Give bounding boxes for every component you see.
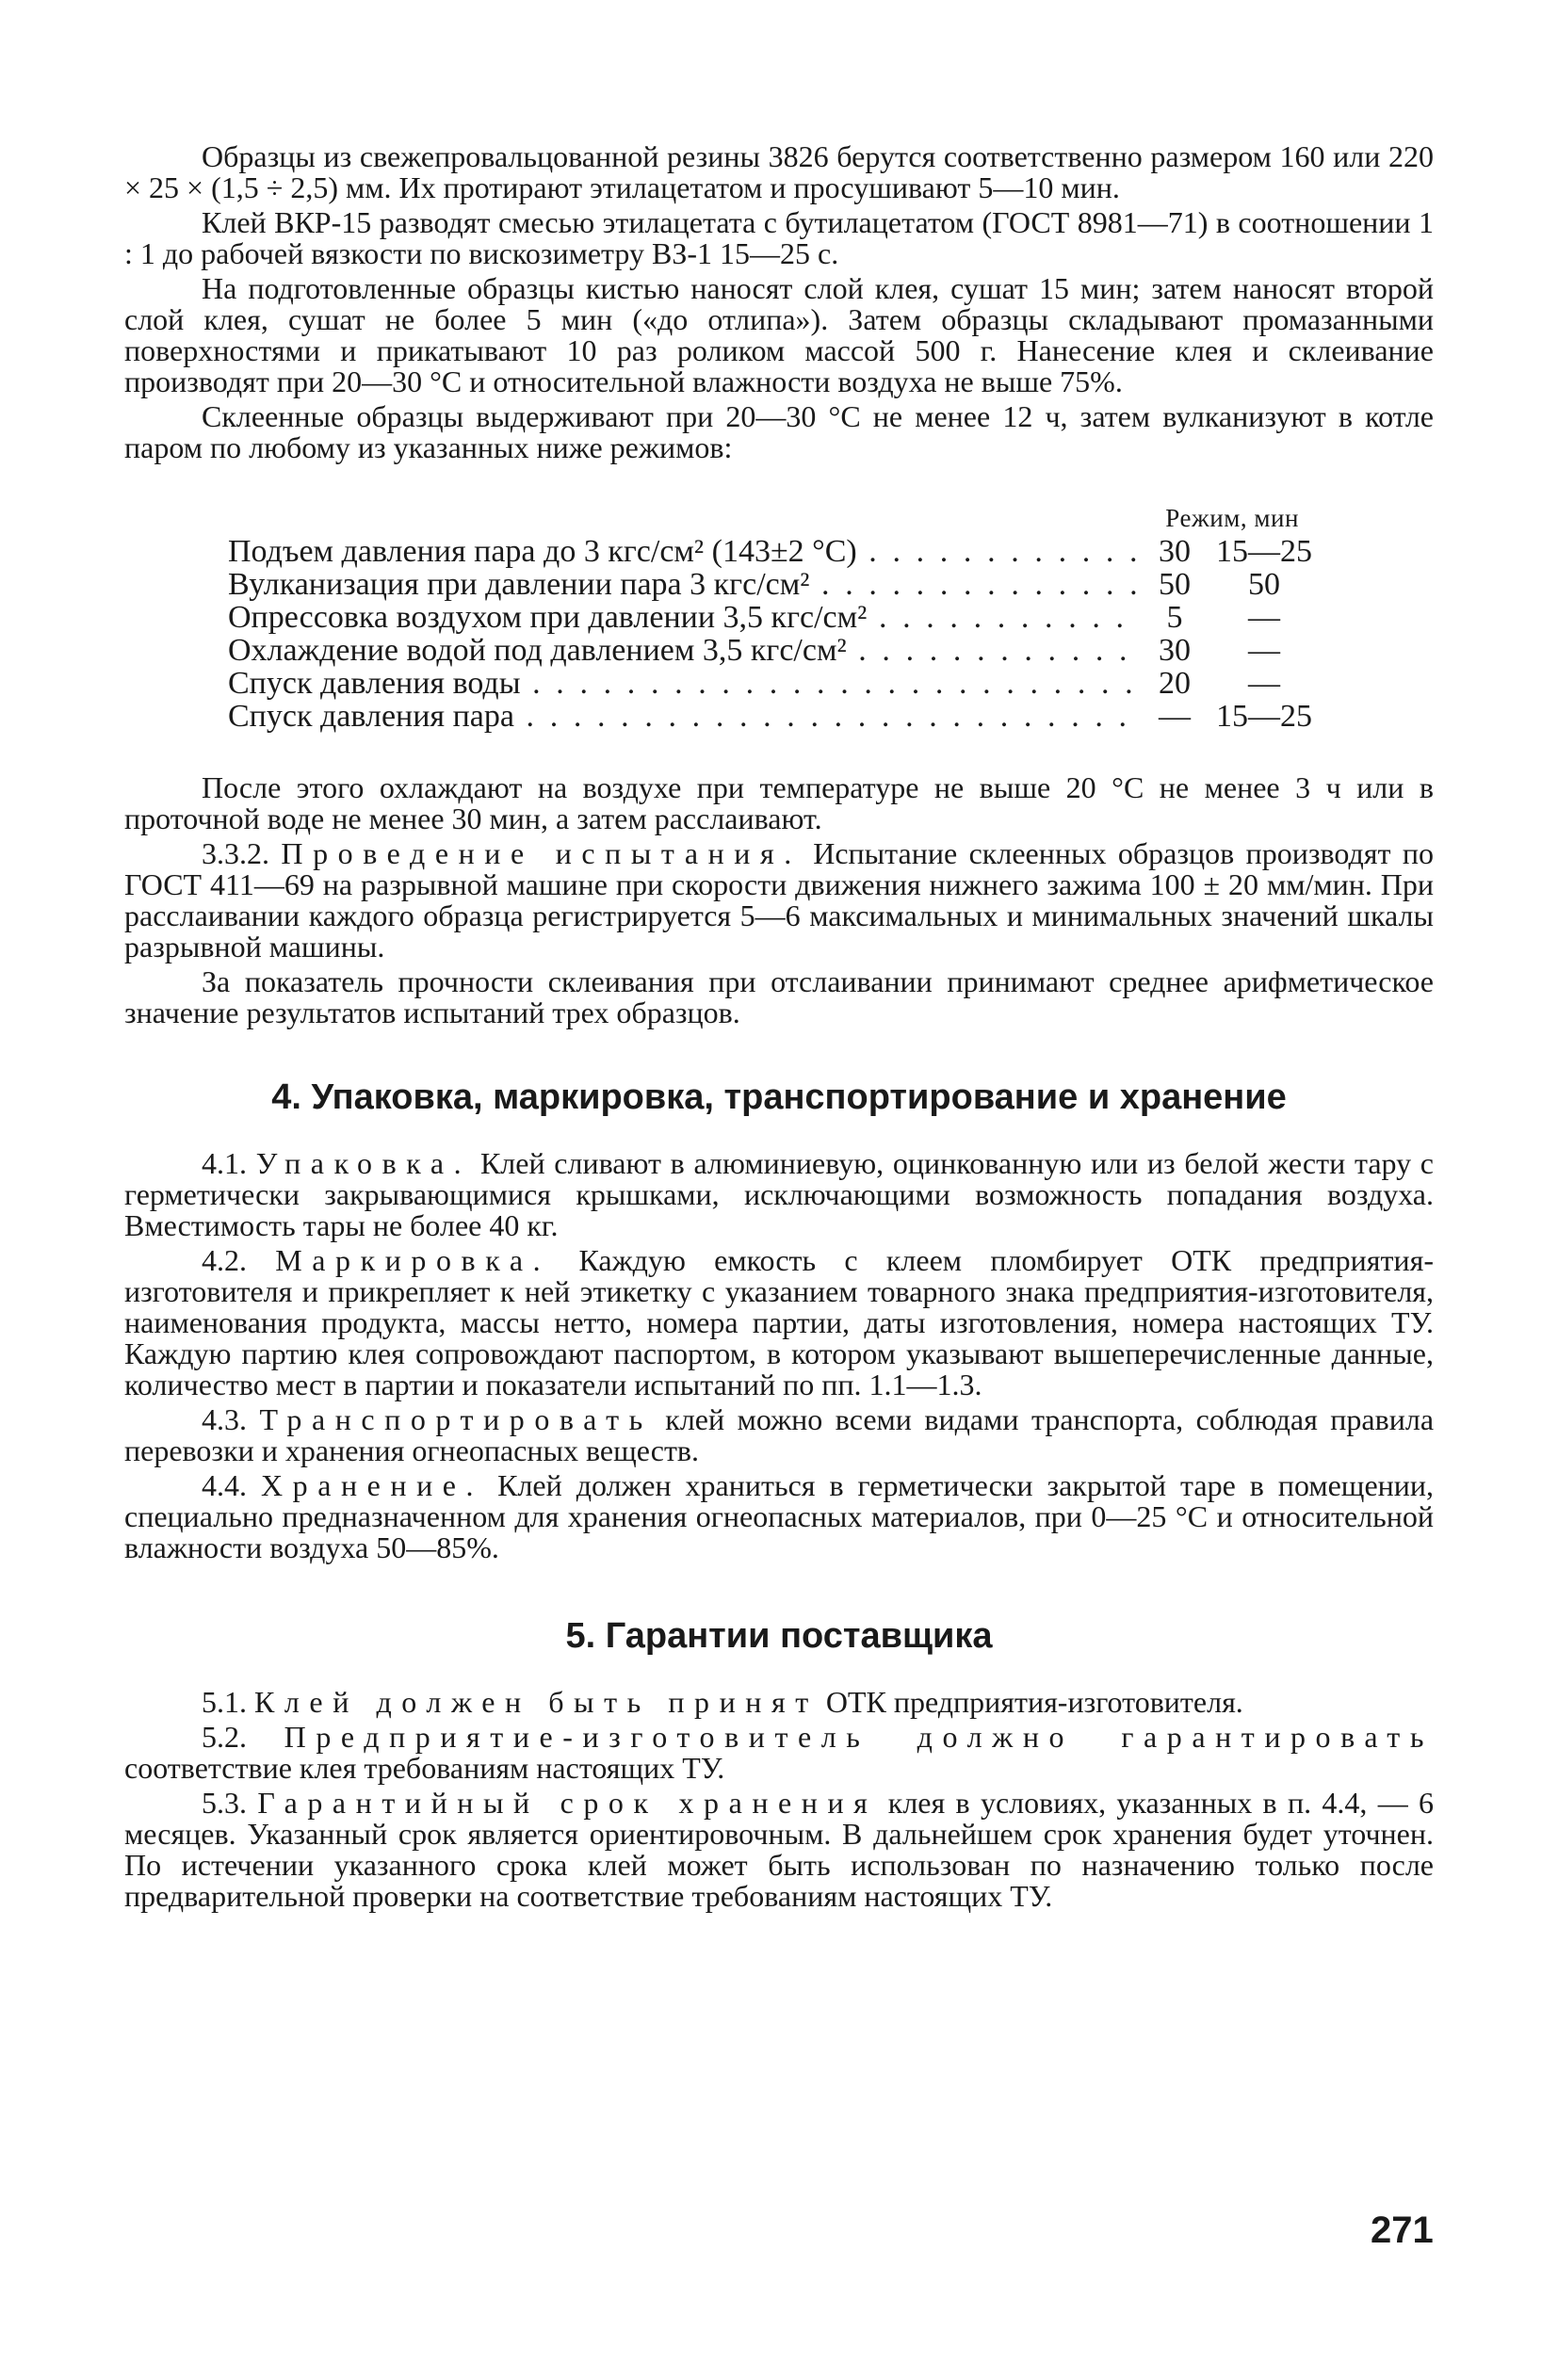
regime-row bbox=[228, 634, 1321, 667]
clause-label: Предприятие-изготовитель должно гарантировать bbox=[284, 1720, 1435, 1754]
regime-value-2: 15—25 bbox=[1216, 534, 1312, 569]
clause-label: Маркировка. bbox=[275, 1243, 551, 1277]
clause-text: соответствие клея требованиям настоящих ТУ. bbox=[124, 1751, 725, 1785]
clause-text: Испытание склеенных образцов производят по ГОСТ 411—69 на разрывной машине при скорости движения нижнего зажима 100 ± 20 мм/мин. При расслаивании каждого образца регистрируется 5—6 максимальных и минимальных значений шкалы разрывной машины. bbox=[124, 836, 1435, 963]
clause-text: Каждую емкость с клеем пломбирует ОТК предприятия-изготовителя и прикрепляет к ней этикетку с указанием товарного знака предприятия-изготовителя, наименования продукта, массы нетто, номера партии, даты изготовления, номера настоящих ТУ. Каждую партию клея сопровождают паспортом, в котором указывают вышеперечисленные данные, количество мест в партии и показатели испытаний по пп. 1.1—1.3. bbox=[124, 1243, 1434, 1401]
regime-row bbox=[228, 535, 1321, 568]
section-4-title: 4. Упаковка, маркировка, транспортирование и хранение bbox=[271, 1077, 1287, 1117]
clause-4-2 bbox=[124, 1245, 1434, 1400]
clause-4-1 bbox=[124, 1148, 1434, 1241]
clause-4-3 bbox=[124, 1404, 1434, 1466]
clause-number: 5.1. bbox=[202, 1685, 247, 1719]
clause-text: клея в условиях, указанных в п. 4.4, — 6 месяцев. Указанный срок является ориентировочным. В дальнейшем срок хранения будет уточнен. По истечении указанного срока клей может быть использован по назначению только после предварительной проверки на соответствие требованиям настоящих ТУ. bbox=[124, 1786, 1435, 1913]
regime-step-name: Вулканизация при давлении пара 3 кгс/см² . . . bbox=[228, 568, 1142, 601]
regime-step-name: Подъем давления пара до 3 кгс/см² (143±2 °С) . . . bbox=[228, 535, 1142, 568]
clause-text: Клей должен храниться в герметически закрытой таре в помещении, специально предназначенном для хранения огнеопасных материалов, при 0—25 °С и относительной влажности воздуха 50—85%. bbox=[124, 1468, 1435, 1564]
regime-step-name: Спуск давления воды . . . bbox=[228, 667, 1142, 700]
paragraph-vulcanization: Склеенные образцы выдерживают при 20—30 °С не менее 12 ч, затем вулканизуют в котле паром по любому из указанных ниже режимов: bbox=[124, 399, 1434, 464]
regime-value-2: — bbox=[1248, 633, 1280, 668]
clause-number: 4.2. bbox=[202, 1243, 247, 1277]
clause-5-2 bbox=[124, 1722, 1434, 1784]
regime-row bbox=[228, 667, 1321, 700]
clause-4-4 bbox=[124, 1470, 1434, 1563]
regime-value-1: 30 bbox=[1159, 534, 1191, 569]
clause-number: 5.2. bbox=[202, 1720, 247, 1754]
regime-value-2: — bbox=[1248, 666, 1280, 701]
clause-number: 4.4. bbox=[202, 1468, 247, 1502]
regime-value-2: — bbox=[1248, 600, 1280, 635]
page-content bbox=[124, 141, 1434, 1912]
paragraph-glue-application: На подготовленные образцы кистью наносят слой клея, сушат 15 мин; затем наносят второй слой клея, сушат не более 5 мин («до отлипа»). Затем образцы складывают промазанными поверхностями и прикатывают 10 раз роликом массой 500 г. Нанесение клея и склеивание производят при 20—30 °С и относительной влажности воздуха не выше 75%. bbox=[124, 271, 1434, 398]
clause-label: Проведение испытания. bbox=[281, 836, 802, 870]
clause-label: Транспортировать bbox=[259, 1402, 653, 1436]
clause-number: 4.3. bbox=[202, 1402, 247, 1436]
regime-value-1: 30 bbox=[1159, 633, 1191, 668]
regime-step-name: Опрессовка воздухом при давлении 3,5 кгс/см² . . . bbox=[228, 601, 1142, 634]
regime-value-1: 50 bbox=[1159, 567, 1191, 602]
clause-number: 4.1. bbox=[202, 1146, 247, 1180]
regime-value-2: 50 bbox=[1248, 567, 1280, 602]
paragraph-glue-dilution: Клей ВКР-15 разводят смесью этилацетата с бутилацетатом (ГОСТ 8981—71) в соотношении 1 : 1 до рабочей вязкости по вискозиметру ВЗ-1 15—25 с. bbox=[124, 205, 1434, 270]
paragraph-cooling: После этого охлаждают на воздухе при температуре не выше 20 °С не менее 3 ч или в проточной воде не менее 30 мин, а затем расслаивают. bbox=[124, 770, 1434, 835]
clause-text: клей можно всеми видами транспорта, соблюдая правила перевозки и хранения огнеопасных веществ. bbox=[124, 1402, 1435, 1467]
regime-value-2: 15—25 bbox=[1216, 699, 1312, 734]
section-5-title: 5. Гарантии поставщика bbox=[565, 1616, 993, 1656]
paragraph-samples: Образцы из свежепровальцованной резины 3826 берутся соответственно размером 160 или 220 × 25 × (1,5 ÷ 2,5) мм. Их протирают этилацетатом и просушивают 5—10 мин. bbox=[124, 139, 1434, 204]
regime-step-name: Охлаждение водой под давлением 3,5 кгс/см² . . . bbox=[228, 634, 1142, 667]
paragraph-strength-index: За показатель прочности склеивания при отслаивании принимают среднее арифметическое значение результатов испытаний трех образцов. bbox=[124, 964, 1434, 1029]
clause-text: Клей сливают в алюминиевую, оцинкованную или из белой жести тару с герметически закрывающимися крышками, исключающими возможность попадания воздуха. Вместимость тары не более 40 кг. bbox=[124, 1146, 1435, 1242]
page-number: 271 bbox=[1371, 2210, 1434, 2251]
regime-value-1: 20 bbox=[1159, 666, 1191, 701]
regime-table-header: Режим, мин bbox=[1165, 504, 1299, 532]
regime-table bbox=[228, 501, 1321, 733]
clause-5-3 bbox=[124, 1788, 1434, 1912]
regime-value-1: — bbox=[1159, 699, 1191, 734]
clause-text: ОТК предприятия-изготовителя. bbox=[825, 1685, 1243, 1719]
regime-row bbox=[228, 568, 1321, 601]
regime-row bbox=[228, 601, 1321, 634]
regime-value-1: 5 bbox=[1166, 600, 1183, 635]
clause-5-1 bbox=[124, 1687, 1434, 1718]
clause-number: 3.3.2. bbox=[202, 836, 269, 870]
regime-row bbox=[228, 700, 1321, 733]
paragraph-332 bbox=[124, 838, 1434, 963]
clause-number: 5.3. bbox=[202, 1786, 247, 1820]
clause-label: Гарантийный срок хранения bbox=[257, 1786, 878, 1820]
clause-label: Хранение. bbox=[260, 1468, 484, 1502]
regime-step-name: Спуск давления пара . . . bbox=[228, 700, 1142, 733]
clause-label: Клей должен быть принят bbox=[254, 1685, 819, 1719]
clause-label: Упаковка. bbox=[255, 1146, 472, 1180]
